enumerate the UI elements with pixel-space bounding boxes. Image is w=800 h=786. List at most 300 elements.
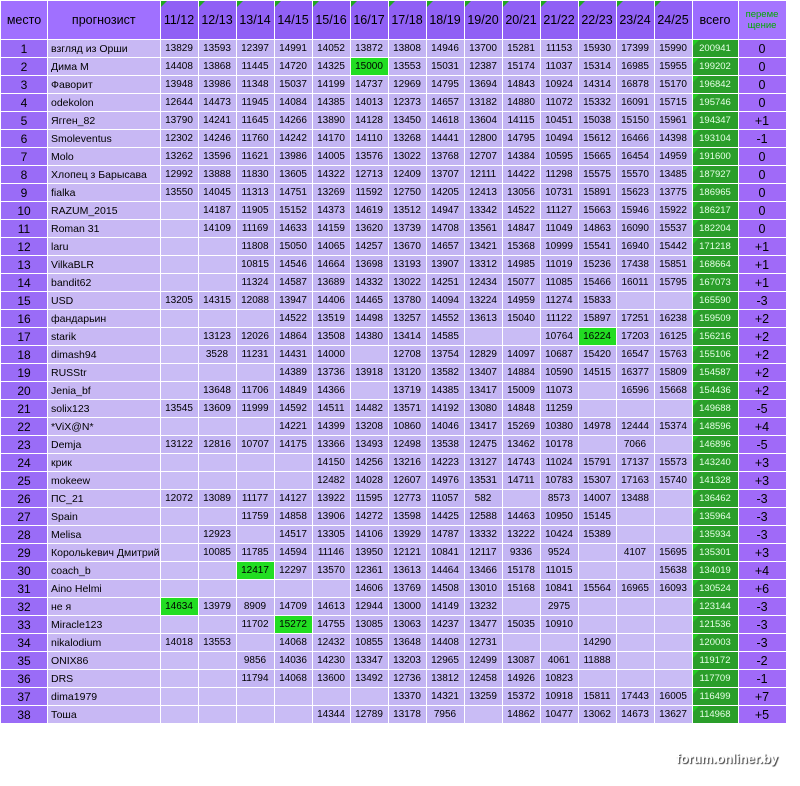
- place-cell: 14: [1, 274, 48, 292]
- season-score: [198, 706, 236, 724]
- table-row: [1, 220, 787, 238]
- season-score: 13259: [464, 688, 502, 706]
- season-score: 14007: [578, 490, 616, 508]
- season-score: 10494: [540, 130, 578, 148]
- season-score: 14787: [426, 526, 464, 544]
- total-cell: [692, 706, 738, 724]
- forecaster-name[interactable]: fialka: [48, 184, 161, 202]
- corner-marker: [693, 202, 699, 208]
- forecaster-name[interactable]: USD: [48, 292, 161, 310]
- season-score: 15612: [578, 130, 616, 148]
- season-score: 14959: [654, 148, 692, 166]
- season-score: [654, 526, 692, 544]
- header-season: [388, 1, 426, 40]
- forecaster-name[interactable]: DRS: [48, 670, 161, 688]
- total-value: 146896: [699, 439, 731, 450]
- season-score: 14431: [274, 346, 312, 364]
- season-score: 16093: [654, 580, 692, 598]
- season-score: [160, 670, 198, 688]
- season-score: 11324: [236, 274, 274, 292]
- season-score: 13570: [312, 562, 350, 580]
- season-score: 14664: [312, 256, 350, 274]
- forecaster-name[interactable]: Miracle123: [48, 616, 161, 634]
- season-score: [236, 310, 274, 328]
- forecaster-name[interactable]: фандарьин: [48, 310, 161, 328]
- table-row: [1, 130, 787, 148]
- total-value: 159509: [699, 313, 731, 324]
- season-score: 12707: [464, 148, 502, 166]
- season-score: 14884: [502, 364, 540, 382]
- corner-marker: [693, 148, 699, 154]
- season-score: 2975: [540, 598, 578, 616]
- season-score: 11037: [540, 58, 578, 76]
- season-score: 13907: [426, 256, 464, 274]
- forecaster-name[interactable]: Ягген_82: [48, 112, 161, 130]
- corner-marker: [693, 472, 699, 478]
- season-score: 14618: [426, 112, 464, 130]
- season-score: 13000: [388, 598, 426, 616]
- corner-marker: [693, 40, 699, 46]
- forecaster-name[interactable]: VilkaBLR: [48, 256, 161, 274]
- season-score: 14880: [502, 94, 540, 112]
- season-score: 14463: [502, 508, 540, 526]
- season-score: 13808: [388, 40, 426, 58]
- total-value: 156216: [699, 331, 731, 342]
- season-score: 14322: [312, 166, 350, 184]
- corner-marker: [693, 220, 699, 226]
- place-cell: 11: [1, 220, 48, 238]
- season-score: 11785: [236, 544, 274, 562]
- forecaster-name[interactable]: Фаворит: [48, 76, 161, 94]
- header-row: [1, 1, 787, 40]
- forecaster-name[interactable]: Корольkевич Дмитрий: [48, 544, 161, 562]
- season-score: 14068: [274, 634, 312, 652]
- season-score: 11019: [540, 256, 578, 274]
- season-score: 13872: [350, 40, 388, 58]
- season-score: 14473: [198, 94, 236, 112]
- forecaster-name[interactable]: RAZUM_2015: [48, 202, 161, 220]
- season-score: 4107: [616, 544, 654, 562]
- season-score: 8573: [540, 490, 578, 508]
- header-season-label: 23/24: [619, 13, 651, 27]
- total-cell: [692, 382, 738, 400]
- season-score: [616, 562, 654, 580]
- season-score: 12969: [388, 76, 426, 94]
- table-row: [1, 562, 787, 580]
- season-score: 11445: [236, 58, 274, 76]
- season-score: 16377: [616, 364, 654, 382]
- season-score: 14926: [502, 670, 540, 688]
- forecaster-name[interactable]: bandit62: [48, 274, 161, 292]
- season-score: 11595: [350, 490, 388, 508]
- movement-cell: +3: [738, 544, 786, 562]
- season-score: 13929: [388, 526, 426, 544]
- forecaster-name[interactable]: laru: [48, 238, 161, 256]
- season-score: 13545: [160, 400, 198, 418]
- season-score: 14398: [654, 130, 692, 148]
- forecaster-name[interactable]: ПС_21: [48, 490, 161, 508]
- forecaster-name[interactable]: mokeew: [48, 472, 161, 490]
- corner-marker: [693, 166, 699, 172]
- place-cell: 2: [1, 58, 48, 76]
- forecaster-name[interactable]: крик: [48, 454, 161, 472]
- table-row: [1, 634, 787, 652]
- season-score: 14465: [350, 292, 388, 310]
- season-score: [464, 706, 502, 724]
- season-score: 16224: [578, 328, 616, 346]
- place-cell: 22: [1, 418, 48, 436]
- season-score: 13768: [426, 148, 464, 166]
- season-score: 15038: [578, 112, 616, 130]
- season-score: 16596: [616, 382, 654, 400]
- corner-marker: [351, 1, 357, 7]
- header-season-label: 11/12: [163, 13, 195, 27]
- season-score: 16005: [654, 688, 692, 706]
- movement-cell: 0: [738, 166, 786, 184]
- forecaster-name[interactable]: *ViX@N*: [48, 418, 161, 436]
- season-score: 14199: [312, 76, 350, 94]
- season-score: 10918: [540, 688, 578, 706]
- season-score: 12373: [388, 94, 426, 112]
- season-score: 17137: [616, 454, 654, 472]
- total-cell: [692, 256, 738, 274]
- season-score: 12111: [464, 166, 502, 184]
- season-score: 12117: [464, 544, 502, 562]
- season-score: 8909: [236, 598, 274, 616]
- season-score: 14385: [312, 94, 350, 112]
- season-score: 15638: [654, 562, 692, 580]
- season-score: 14109: [198, 220, 236, 238]
- season-score: 11830: [236, 166, 274, 184]
- season-score: 10841: [426, 544, 464, 562]
- place-cell: 13: [1, 256, 48, 274]
- season-score: 15269: [502, 418, 540, 436]
- season-score: 14385: [426, 382, 464, 400]
- table-row: [1, 274, 787, 292]
- forecaster-name[interactable]: RUSStr: [48, 364, 161, 382]
- season-score: 11905: [236, 202, 274, 220]
- season-score: [654, 490, 692, 508]
- movement-cell: -1: [738, 670, 786, 688]
- corner-marker: [693, 184, 699, 190]
- header-season: [426, 1, 464, 40]
- season-score: 10380: [540, 418, 578, 436]
- season-score: [198, 652, 236, 670]
- season-score: 16965: [616, 580, 654, 598]
- season-score: 12965: [426, 652, 464, 670]
- forecaster-name[interactable]: Хлопец з Барысава: [48, 166, 161, 184]
- forecaster-name[interactable]: не я: [48, 598, 161, 616]
- season-score: 13906: [312, 508, 350, 526]
- season-score: 12302: [160, 130, 198, 148]
- season-score: 12297: [274, 562, 312, 580]
- season-score: 15050: [274, 238, 312, 256]
- corner-marker: [693, 76, 699, 82]
- season-score: 11153: [540, 40, 578, 58]
- season-score: 11759: [236, 508, 274, 526]
- forecaster-name[interactable]: Melisa: [48, 526, 161, 544]
- season-score: 13488: [616, 490, 654, 508]
- season-score: 10950: [540, 508, 578, 526]
- season-score: [616, 652, 654, 670]
- season-score: [198, 508, 236, 526]
- season-score: 15575: [578, 166, 616, 184]
- forecaster-name[interactable]: solix123: [48, 400, 161, 418]
- season-score: 13790: [160, 112, 198, 130]
- forecaster-name[interactable]: odekolon: [48, 94, 161, 112]
- season-score: [616, 400, 654, 418]
- season-score: [236, 454, 274, 472]
- season-score: 13922: [312, 490, 350, 508]
- season-score: [616, 598, 654, 616]
- season-score: 15009: [502, 382, 540, 400]
- season-score: 11348: [236, 76, 274, 94]
- season-score: 13466: [464, 562, 502, 580]
- corner-marker: [161, 1, 167, 7]
- season-score: [198, 472, 236, 490]
- season-score: 11592: [350, 184, 388, 202]
- place-cell: 28: [1, 526, 48, 544]
- season-score: 15570: [616, 166, 654, 184]
- season-score: 15663: [578, 202, 616, 220]
- total-cell: [692, 130, 738, 148]
- season-score: [654, 436, 692, 454]
- season-score: 14864: [274, 328, 312, 346]
- forecaster-name[interactable]: coach_b: [48, 562, 161, 580]
- movement-cell: +3: [738, 472, 786, 490]
- forecaster-name[interactable]: Тоша: [48, 706, 161, 724]
- season-score: [160, 526, 198, 544]
- season-score: 14251: [426, 274, 464, 292]
- season-score: [578, 616, 616, 634]
- place-cell: 24: [1, 454, 48, 472]
- season-score: 14052: [312, 40, 350, 58]
- table-row: [1, 436, 787, 454]
- forecaster-name[interactable]: Roman 31: [48, 220, 161, 238]
- season-score: 14128: [350, 112, 388, 130]
- season-score: 14223: [426, 454, 464, 472]
- season-score: 15695: [654, 544, 692, 562]
- season-score: 13694: [464, 76, 502, 94]
- forecaster-name[interactable]: dimash94: [48, 346, 161, 364]
- season-score: 12713: [350, 166, 388, 184]
- season-score: 15236: [578, 256, 616, 274]
- season-score: 15040: [502, 310, 540, 328]
- season-score: 11127: [540, 202, 578, 220]
- header-total: всего: [692, 1, 738, 40]
- season-score: 14013: [350, 94, 388, 112]
- season-score: 14422: [502, 166, 540, 184]
- season-score: 13613: [388, 562, 426, 580]
- place-cell: 10: [1, 202, 48, 220]
- corner-marker: [389, 1, 395, 7]
- forecaster-name[interactable]: ONIX86: [48, 652, 161, 670]
- total-cell: [692, 508, 738, 526]
- season-score: 14657: [426, 238, 464, 256]
- forecaster-name[interactable]: nikalodium: [48, 634, 161, 652]
- season-score: 9336: [502, 544, 540, 562]
- season-score: 14978: [578, 418, 616, 436]
- total-cell: [692, 616, 738, 634]
- table-row: [1, 688, 787, 706]
- season-score: 12088: [236, 292, 274, 310]
- header-forecaster: прогнозист: [48, 1, 161, 40]
- season-score: 14959: [502, 292, 540, 310]
- table-row: [1, 256, 787, 274]
- season-score: 15833: [578, 292, 616, 310]
- place-cell: 9: [1, 184, 48, 202]
- season-score: [198, 274, 236, 292]
- corner-marker: [693, 634, 699, 640]
- season-score: 12708: [388, 346, 426, 364]
- corner-marker: [693, 274, 699, 280]
- season-score: 13620: [350, 220, 388, 238]
- place-cell: 16: [1, 310, 48, 328]
- season-score: 11706: [236, 382, 274, 400]
- total-value: 119172: [699, 655, 731, 666]
- season-score: 15809: [654, 364, 692, 382]
- season-score: 12413: [464, 184, 502, 202]
- season-score: 13576: [350, 148, 388, 166]
- place-cell: 17: [1, 328, 48, 346]
- season-score: [654, 598, 692, 616]
- season-score: 12361: [350, 562, 388, 580]
- season-score: [654, 400, 692, 418]
- season-score: [578, 400, 616, 418]
- season-score: 11231: [236, 346, 274, 364]
- season-score: 14720: [274, 58, 312, 76]
- season-score: [350, 688, 388, 706]
- season-score: 12458: [464, 670, 502, 688]
- season-score: 13366: [312, 436, 350, 454]
- movement-cell: -3: [738, 292, 786, 310]
- season-score: 13222: [502, 526, 540, 544]
- season-score: 12417: [236, 562, 274, 580]
- movement-cell: 0: [738, 220, 786, 238]
- season-score: 12397: [236, 40, 274, 58]
- season-score: 12789: [350, 706, 388, 724]
- total-cell: [692, 454, 738, 472]
- forecaster-name[interactable]: dima1979: [48, 688, 161, 706]
- season-score: 13257: [388, 310, 426, 328]
- total-value: 130524: [699, 583, 731, 594]
- season-score: 12482: [312, 472, 350, 490]
- place-cell: 35: [1, 652, 48, 670]
- movement-cell: 0: [738, 148, 786, 166]
- season-score: [198, 580, 236, 598]
- season-score: 12444: [616, 418, 654, 436]
- forecaster-name[interactable]: взгляд из Орши: [48, 40, 161, 58]
- table-row: [1, 382, 787, 400]
- season-score: 16125: [654, 328, 692, 346]
- season-score: 11057: [426, 490, 464, 508]
- place-cell: 25: [1, 472, 48, 490]
- place-cell: 8: [1, 166, 48, 184]
- season-score: 13561: [464, 220, 502, 238]
- movement-cell: +3: [738, 454, 786, 472]
- table-row: [1, 148, 787, 166]
- season-score: 14205: [426, 184, 464, 202]
- season-score: 13648: [198, 382, 236, 400]
- forecaster-name[interactable]: Spain: [48, 508, 161, 526]
- forecaster-name[interactable]: Smoleventus: [48, 130, 161, 148]
- corner-marker: [693, 670, 699, 676]
- table-row: [1, 76, 787, 94]
- place-cell: 33: [1, 616, 48, 634]
- season-score: 14976: [426, 472, 464, 490]
- total-value: 143240: [699, 457, 731, 468]
- season-score: 14046: [426, 418, 464, 436]
- season-score: [236, 706, 274, 724]
- season-score: 14482: [350, 400, 388, 418]
- season-score: 13593: [198, 40, 236, 58]
- season-score: 13477: [464, 616, 502, 634]
- movement-cell: 0: [738, 58, 786, 76]
- season-score: 12072: [160, 490, 198, 508]
- forecaster-name[interactable]: Jenia_bf: [48, 382, 161, 400]
- forecaster-name[interactable]: Aino Helmi: [48, 580, 161, 598]
- season-score: 15922: [654, 202, 692, 220]
- season-score: 13370: [388, 688, 426, 706]
- corner-marker: [693, 346, 699, 352]
- season-score: 14858: [274, 508, 312, 526]
- movement-cell: +4: [738, 562, 786, 580]
- corner-marker: [693, 256, 699, 262]
- season-score: 14657: [426, 94, 464, 112]
- season-score: 11760: [236, 130, 274, 148]
- season-score: 13063: [388, 616, 426, 634]
- season-score: 13719: [388, 382, 426, 400]
- table-row: [1, 580, 787, 598]
- forecaster-name[interactable]: Demja: [48, 436, 161, 454]
- corner-marker: [693, 652, 699, 658]
- season-score: 13769: [388, 580, 426, 598]
- total-cell: [692, 436, 738, 454]
- season-score: 15851: [654, 256, 692, 274]
- season-score: 15791: [578, 454, 616, 472]
- season-score: 15955: [654, 58, 692, 76]
- season-score: [578, 436, 616, 454]
- forecaster-name[interactable]: Дима М: [48, 58, 161, 76]
- season-score: 15368: [502, 238, 540, 256]
- table-row: [1, 346, 787, 364]
- header-season-label: 20/21: [505, 13, 537, 27]
- season-score: [160, 706, 198, 724]
- season-score: 14751: [274, 184, 312, 202]
- forecaster-name[interactable]: Molo: [48, 148, 161, 166]
- season-score: 12750: [388, 184, 426, 202]
- forecaster-name[interactable]: starik: [48, 328, 161, 346]
- season-score: 12644: [160, 94, 198, 112]
- season-score: 14441: [426, 130, 464, 148]
- season-score: 13085: [350, 616, 388, 634]
- season-score: 13947: [274, 292, 312, 310]
- movement-cell: +6: [738, 580, 786, 598]
- season-score: 14408: [426, 634, 464, 652]
- season-score: 13890: [312, 112, 350, 130]
- corner-marker: [693, 292, 699, 298]
- place-cell: 12: [1, 238, 48, 256]
- season-score: [198, 616, 236, 634]
- total-cell: [692, 670, 738, 688]
- season-score: 12923: [198, 526, 236, 544]
- season-score: 13670: [388, 238, 426, 256]
- season-score: 16238: [654, 310, 692, 328]
- season-score: 10783: [540, 472, 578, 490]
- season-score: 13888: [198, 166, 236, 184]
- total-cell: [692, 598, 738, 616]
- total-value: 117709: [699, 673, 731, 684]
